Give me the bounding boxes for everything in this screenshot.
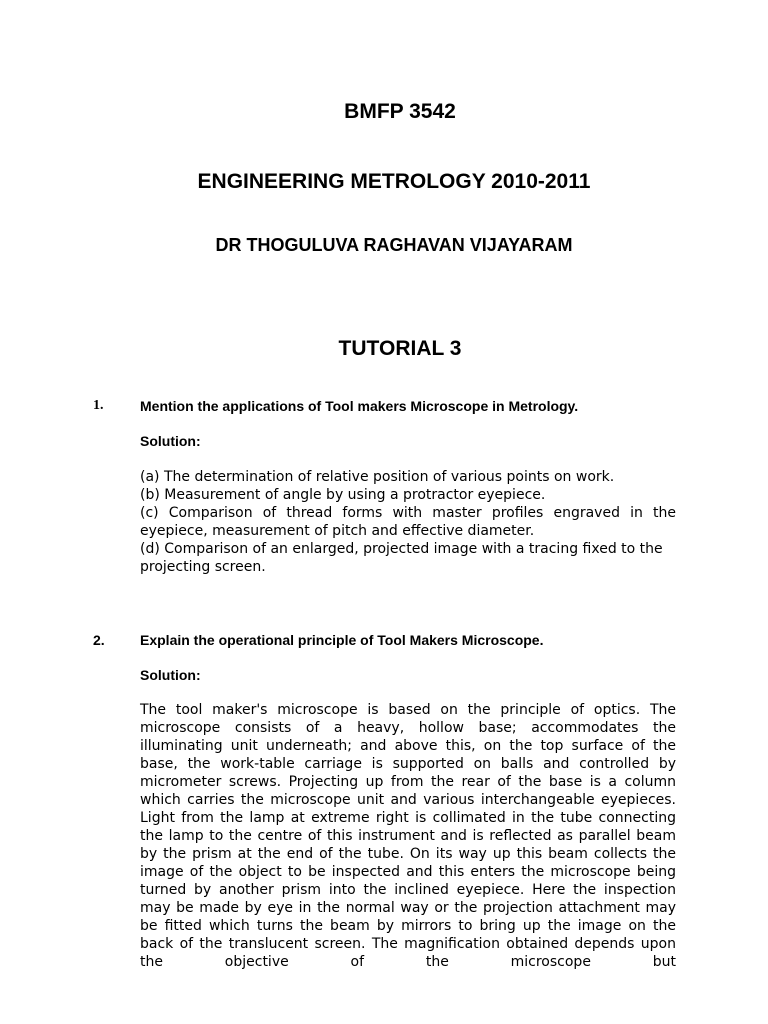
tutorial-heading: TUTORIAL 3 xyxy=(338,337,462,360)
answer-list xyxy=(140,468,676,576)
solution-label: Solution: xyxy=(140,433,201,449)
answer-item: (a) The determination of relative position of various points on work. xyxy=(140,469,615,485)
answer-paragraph xyxy=(140,701,676,971)
course-code: BMFP 3542 xyxy=(344,100,456,123)
answer-item: (c) Comparison of thread forms with master profiles engraved in the eyepiece, measurement of pitch and effective diameter. xyxy=(140,505,676,539)
solution-label: Solution: xyxy=(140,667,201,683)
course-title: ENGINEERING METROLOGY 2010-2011 xyxy=(197,170,591,193)
answer-item: (b) Measurement of angle by using a protractor eyepiece. xyxy=(140,487,546,503)
answer-item: (d) Comparison of an enlarged, projected image with a tracing fixed to the projecting screen. xyxy=(140,541,663,575)
lecturer-name: DR THOGULUVA RAGHAVAN VIJAYARAM xyxy=(215,235,573,255)
question-text: Mention the applications of Tool makers Microscope in Metrology. xyxy=(140,398,579,414)
question-text: Explain the operational principle of Tool Makers Microscope. xyxy=(140,632,544,648)
question-number: 1. xyxy=(93,398,104,413)
answer-paragraph-text: The tool maker's microscope is based on the principle of optics. The microscope consists of a heavy, hollow base; accommodates the illuminating unit underneath; and above this, on the top surface of the base, the work-table carriage is supported on balls and controlled by micrometer screws. Projecting up from the rear of the base is a column which carries the microscope unit and various interchangeable eyepieces. Light from the lamp at extreme right is collimated in the tube connecting the lamp to the centre of this instrument and is reflected as parallel beam by the prism at the end of the tube. On its way up this beam collects the image of the object to be inspected and this enters the microscope being turned by another prism into the inclined eyepiece. Here the inspection may be made by eye in the normal way or the projection attachment may be fitted which turns the beam by mirrors to bring up the image on the back of the translucent screen. The magnification obtained depends upon the objective of the microscope but xyxy=(140,702,676,970)
question-number: 2. xyxy=(93,632,105,648)
